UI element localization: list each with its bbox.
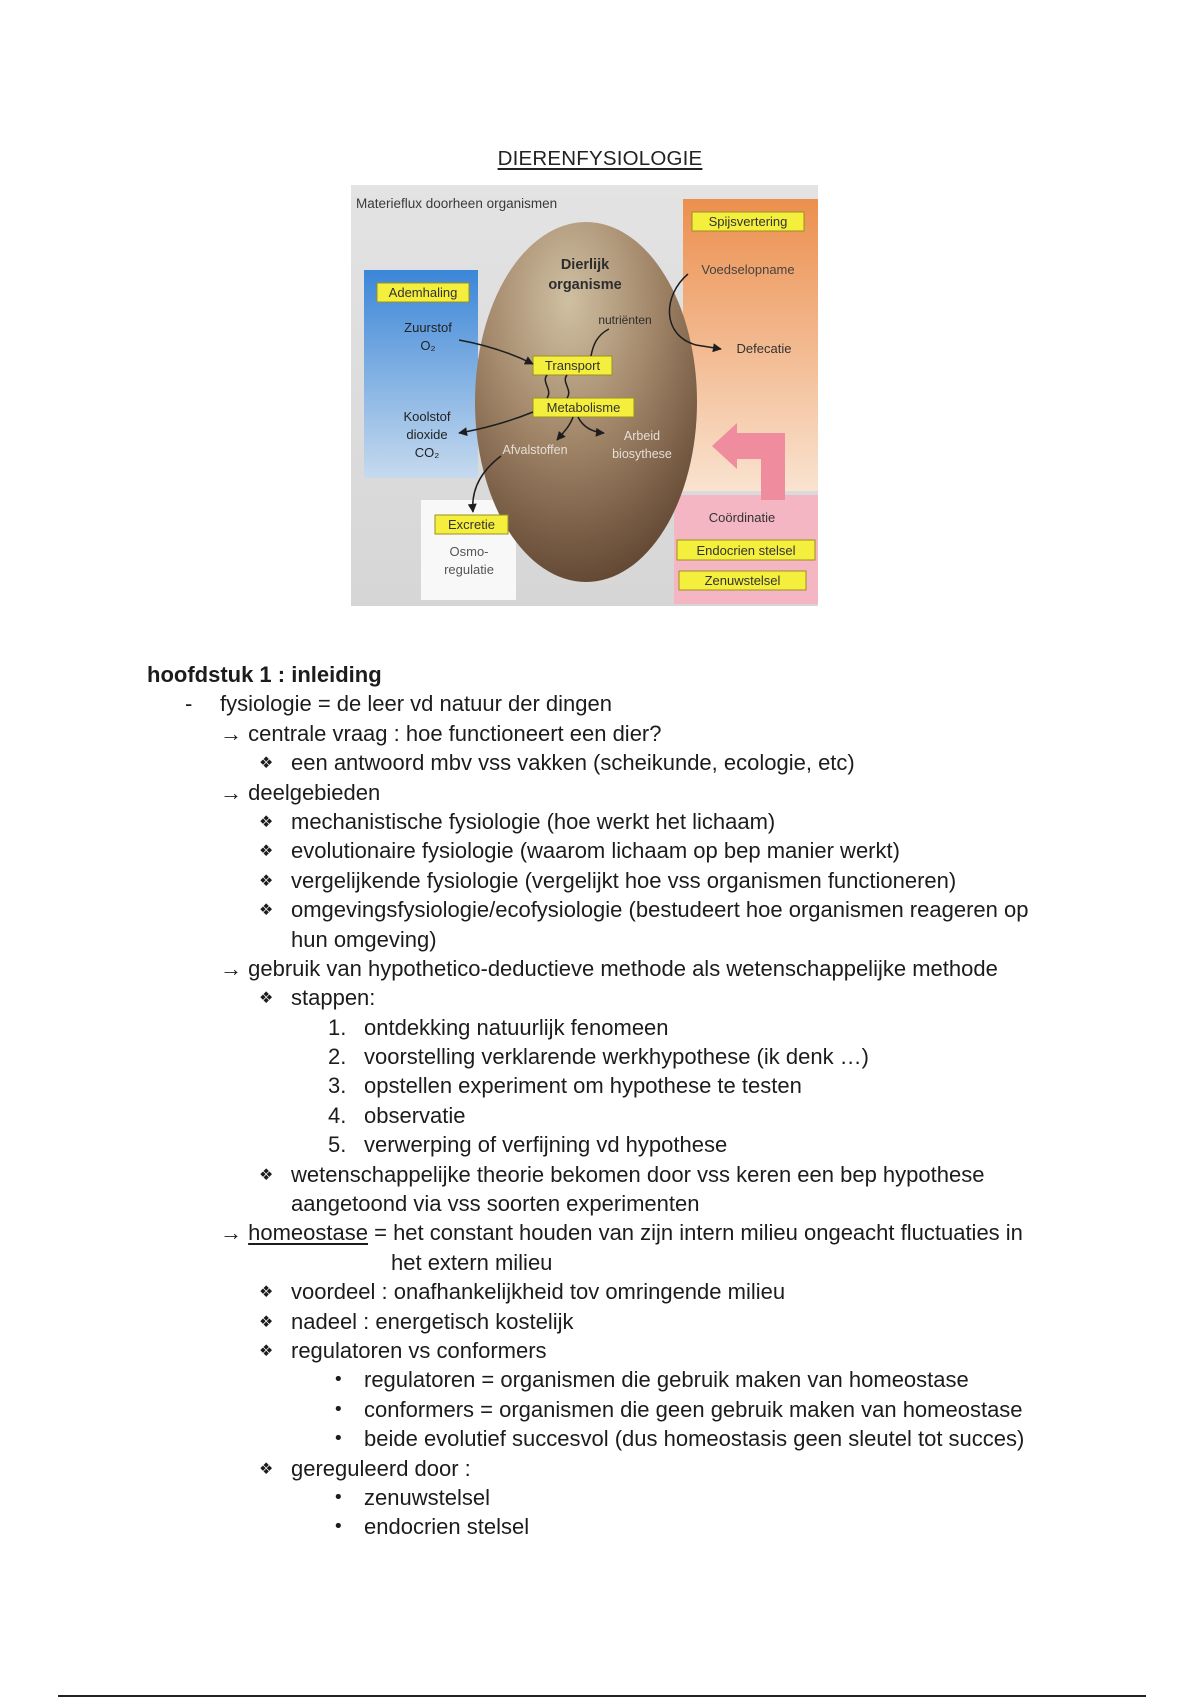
diamond-bullet: ❖ [259, 841, 274, 861]
diamond-bullet: ❖ [259, 1311, 274, 1331]
diamond-bullet: ❖ [259, 753, 274, 773]
diamond-bullet: ❖ [259, 811, 274, 831]
theory-text: wetenschappelijke theorie bekomen door vss keren een bep hypothese [291, 1161, 985, 1187]
excretion-label [435, 515, 508, 534]
dot-bullet: • [333, 1486, 344, 1508]
coordination-text: Coördinatie [708, 510, 776, 525]
diagram-canvas [351, 185, 818, 606]
metabolism-label [533, 398, 634, 417]
endocrine-label [677, 540, 815, 560]
central-question: → centrale vraag : hoe functioneert een dier? [220, 720, 662, 746]
dot-bullet: • [333, 1369, 344, 1391]
step-number: 2. [328, 1044, 347, 1070]
diamond-bullet: ❖ [259, 1340, 274, 1360]
diamond-bullet: ❖ [259, 900, 274, 920]
diamond-bullet: ❖ [259, 1458, 274, 1478]
waste-text: Afvalstoffen [502, 443, 568, 457]
svg-text:Endocrien stelsel: Endocrien stelsel [696, 543, 796, 558]
respiration-label [377, 283, 469, 302]
homeostasis-term: homeostase [248, 1220, 368, 1246]
type-item: conformers = organismen die geen gebruik maken van homeostase [364, 1396, 1023, 1422]
arrow-icon: → [220, 1220, 242, 1246]
subfield-item: evolutionaire fysiologie (waarom lichaam op bep manier werkt) [291, 838, 900, 864]
digestion-label [692, 212, 804, 231]
nervous-system-label [679, 571, 806, 590]
food-intake-text: Voedselopname [701, 262, 795, 277]
subfield-item: mechanistische fysiologie (hoe werkt het lichaam) [291, 808, 776, 834]
dot-bullet: • [333, 1428, 344, 1450]
work-text-line1: Arbeid [623, 429, 661, 443]
homeostasis-definition-line [220, 1218, 1023, 1247]
svg-text:Transport: Transport [544, 358, 601, 373]
dot-bullet: • [333, 1516, 344, 1538]
type-item: regulatoren = organismen die gebruik maken van homeostase [364, 1367, 969, 1393]
step-text: observatie [364, 1102, 466, 1128]
chapter-notes [0, 660, 1200, 1542]
document-title: DIERENFYSIOLOGIE [497, 147, 703, 170]
homeostasis-definition: = het constant houden van zijn intern milieu ongeacht fluctuaties in [374, 1220, 1023, 1246]
matter-flux-diagram [351, 185, 818, 606]
svg-text:Spijsvertering: Spijsvertering [708, 214, 788, 229]
step-number: 1. [328, 1014, 347, 1040]
regulator-item: zenuwstelsel [364, 1484, 490, 1510]
oxygen-formula: O₂ [420, 338, 436, 353]
step-text: verwerping of verfijning vd hypothese [364, 1132, 728, 1158]
diamond-bullet: ❖ [259, 870, 274, 890]
work-text-line2: biosythese [612, 447, 672, 461]
regulated-label: gereguleerd door : [291, 1455, 471, 1481]
types-label: regulatoren vs conformers [291, 1337, 547, 1363]
svg-text:Ademhaling: Ademhaling [388, 285, 458, 300]
advantage-text: voordeel : onafhankelijkheid tov omringende milieu [291, 1279, 786, 1305]
step-number: 4. [328, 1102, 347, 1128]
step-text: voorstelling verklarende werkhypothese (ik denk …) [364, 1044, 870, 1070]
oxygen-text: Zuurstof [404, 320, 452, 335]
svg-text:Zenuwstelsel: Zenuwstelsel [704, 573, 781, 588]
transport-label [533, 356, 612, 375]
step-number: 5. [328, 1132, 347, 1158]
steps-label: stappen: [291, 985, 376, 1011]
co2-text-line2: dioxide [406, 427, 448, 442]
type-item: beide evolutief succesvol (dus homeostasis geen sleutel tot succes) [364, 1426, 1025, 1452]
nutrients-text: nutriënten [598, 313, 652, 327]
diamond-bullet: ❖ [259, 1282, 274, 1302]
diamond-bullet: ❖ [259, 1164, 274, 1184]
osmoregulation-line1: Osmo- [449, 544, 489, 559]
co2-formula: CO₂ [414, 445, 440, 460]
co2-text-line1: Koolstof [403, 409, 451, 424]
diagram-heading: Materieflux doorheen organismen [356, 196, 558, 211]
defecation-text: Defecatie [736, 341, 792, 356]
subfield-item-continuation: hun omgeving) [291, 926, 437, 952]
page-divider [58, 1695, 1146, 1697]
organism-title-line1: Dierlijk [560, 257, 610, 273]
subfield-item: omgevingsfysiologie/ecofysiologie (bestudeert hoe organismen reageren op [291, 897, 1029, 923]
step-number: 3. [328, 1073, 347, 1099]
osmoregulation-line2: regulatie [444, 562, 494, 577]
regulator-item: endocrien stelsel [364, 1514, 530, 1540]
step-text: ontdekking natuurlijk fenomeen [364, 1014, 669, 1040]
chapter-heading: hoofdstuk 1 : inleiding [147, 662, 382, 687]
disadvantage-text: nadeel : energetisch kostelijk [291, 1308, 574, 1334]
theory-text-continuation: aangetoond via vss soorten experimenten [291, 1191, 700, 1217]
step-text: opstellen experiment om hypothese te testen [364, 1073, 802, 1099]
svg-text:Metabolisme: Metabolisme [546, 400, 621, 415]
subfield-item: vergelijkende fysiologie (vergelijkt hoe vss organismen functioneren) [291, 867, 957, 893]
definition-text: fysiologie = de leer vd natuur der dingen [220, 691, 612, 717]
svg-text:Excretie: Excretie [448, 517, 495, 532]
homeostasis-definition-continuation: het extern milieu [391, 1249, 553, 1275]
central-answer: een antwoord mbv vss vakken (scheikunde, ecologie, etc) [291, 750, 855, 776]
subfields-heading: → deelgebieden [220, 779, 381, 805]
dot-bullet: • [333, 1398, 344, 1420]
list-dash: - [185, 691, 193, 717]
method-heading: → gebruik van hypothetico-deductieve methode als wetenschappelijke methode [220, 955, 998, 981]
diamond-bullet: ❖ [259, 988, 274, 1008]
organism-title-line2: organisme [548, 277, 622, 293]
